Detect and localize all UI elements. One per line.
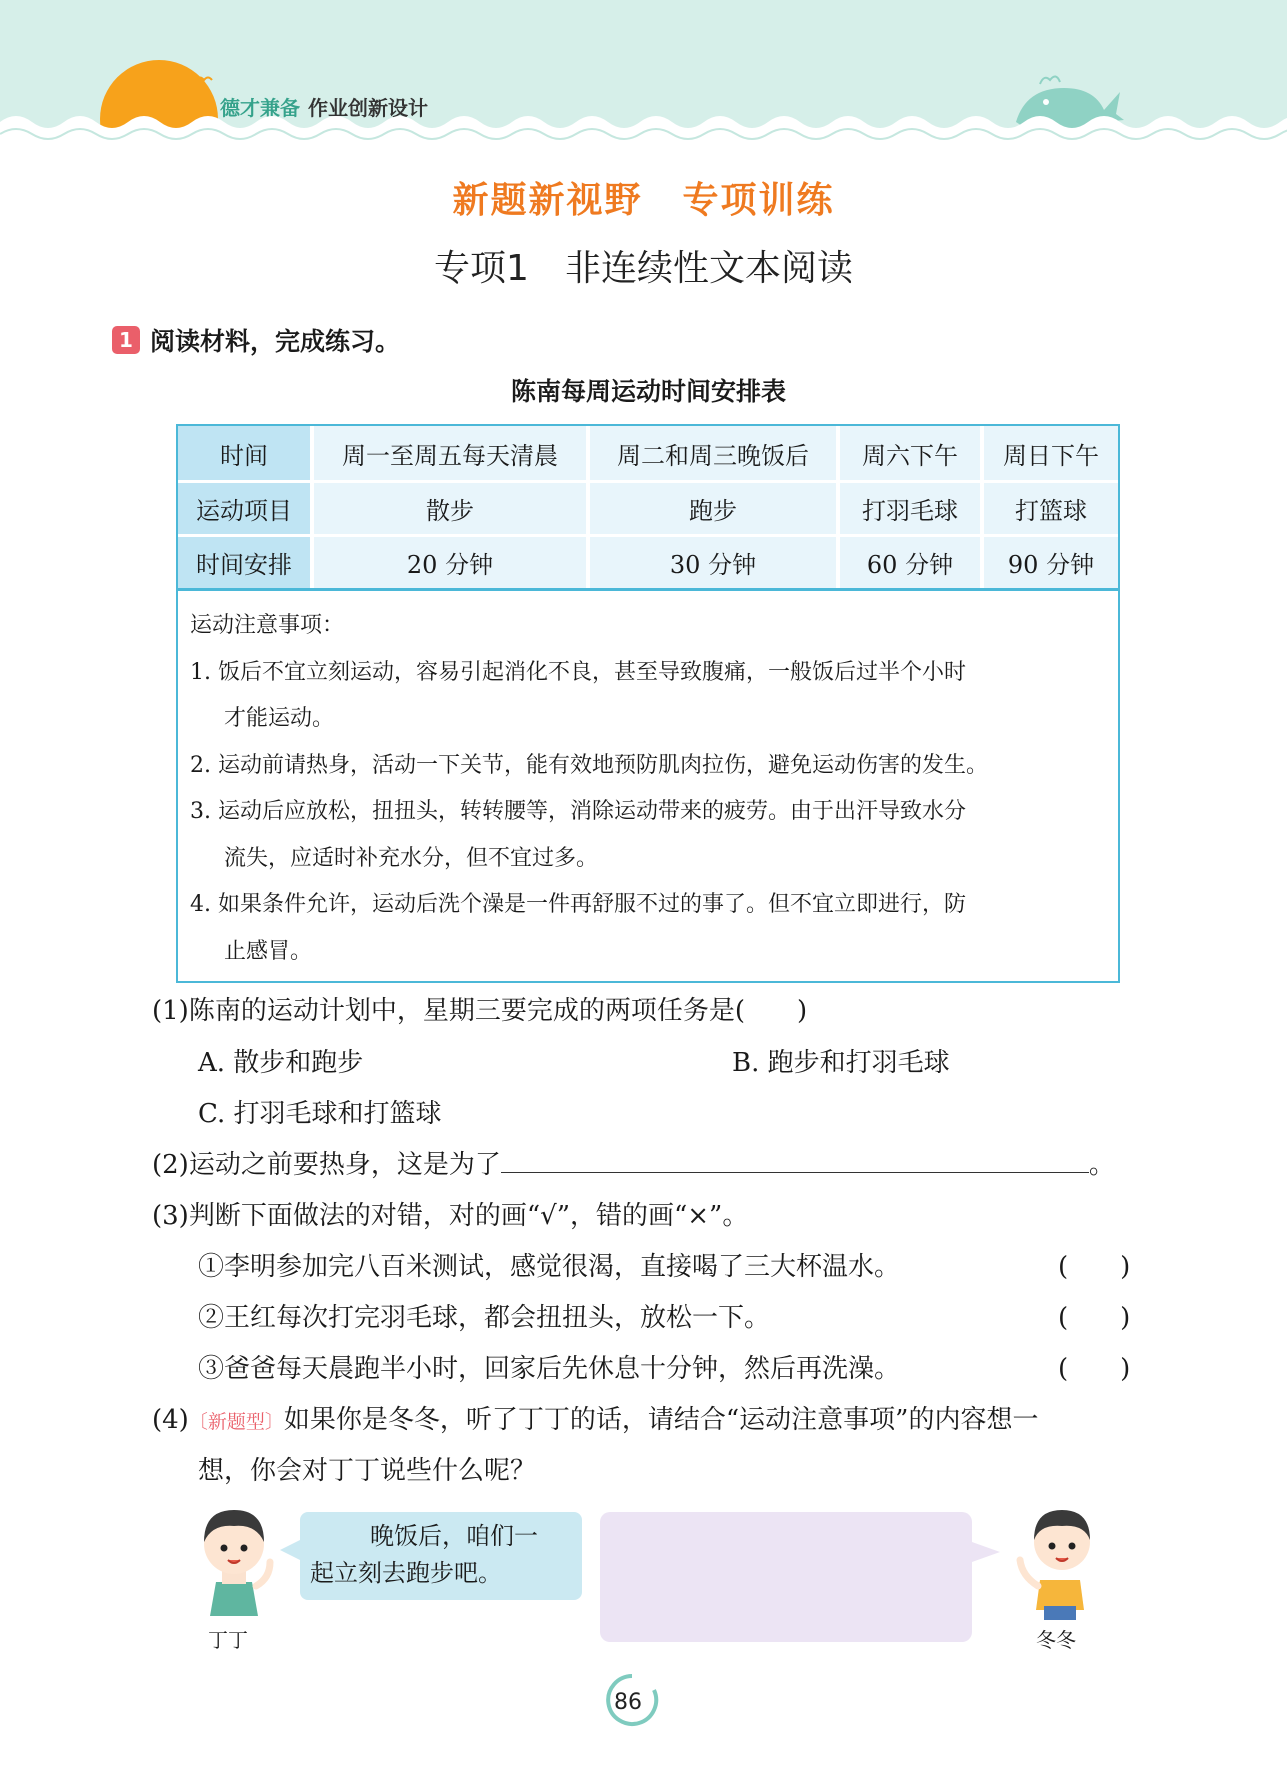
table-cell: 20 分钟 (310, 537, 586, 588)
q3-answer-paren[interactable]: ( ) (1058, 1303, 1131, 1333)
page-number-text: 86 (614, 1690, 642, 1715)
table-cell: 周二和周三晚饭后 (586, 426, 836, 480)
q1-option-b[interactable]: B. 跑步和打羽毛球 (732, 1048, 950, 1078)
table-cell: 打羽毛球 (836, 483, 980, 534)
table-cell: 60 分钟 (836, 537, 980, 588)
q3-item: ②王红每次打完羽毛球，都会扭扭头，放松一下。 (198, 1303, 771, 1333)
notes-line: 3. 运动后应放松，扭扭头，转转腰等，消除运动带来的疲劳。由于出汗导致水分 (190, 799, 966, 824)
q1-stem: (1)陈南的运动计划中，星期三要完成的两项任务是( ) (152, 996, 808, 1026)
table-row (178, 534, 1118, 588)
table-header-cell: 运动项目 (178, 483, 310, 534)
table-title: 陈南每周运动时间安排表 (510, 377, 786, 406)
q3-answer-paren[interactable]: ( ) (1058, 1252, 1131, 1282)
table-cell: 跑步 (586, 483, 836, 534)
new-type-tag: 〔新题型〕 (188, 1411, 284, 1433)
schedule-table (176, 424, 1120, 983)
header-wave (0, 108, 1287, 150)
section-title (0, 172, 1287, 223)
notes-line: 4. 如果条件允许，运动后洗个澡是一件再舒服不过的事了。但不宜立即进行，防 (190, 892, 966, 917)
table-cell: 打篮球 (980, 483, 1118, 534)
table-row (178, 426, 1118, 480)
table-cell: 90 分钟 (980, 537, 1118, 588)
notes-line: 止感冒。 (224, 938, 313, 964)
table-header-cell: 时间安排 (178, 537, 310, 588)
q1-option-c[interactable]: C. 打羽毛球和打篮球 (198, 1099, 442, 1129)
speaker-dongdong: 冬冬 (1036, 1628, 1076, 1652)
subsection-title: 专项1 非连续性文本阅读 (434, 248, 853, 289)
table-cell: 周一至周五每天清晨 (310, 426, 586, 480)
dingding-speech-bubble (300, 1512, 582, 1600)
q3-item: ③爸爸每天晨跑半小时，回家后先休息十分钟，然后再洗澡。 (198, 1354, 901, 1384)
exercise-notes (178, 588, 1118, 981)
q3-answer-paren[interactable]: ( ) (1058, 1354, 1131, 1384)
table-cell: 周六下午 (836, 426, 980, 480)
table-header-cell: 时间 (178, 426, 310, 480)
notes-line: 才能运动。 (224, 706, 335, 731)
table-cell: 周日下午 (980, 426, 1118, 480)
q3-item: ①李明参加完八百米测试，感觉很渴，直接喝了三大杯温水。 (198, 1252, 901, 1282)
q4-stem-line1: 如果你是冬冬，听了丁丁的话，请结合“运动注意事项”的内容想一 (283, 1405, 1039, 1435)
bubble-line: 起立刻去跑步吧。 (310, 1559, 502, 1587)
brand-secondary: 作业创新设计 (308, 96, 428, 120)
q4-prefix: (4) (152, 1405, 189, 1435)
q2-answer-blank[interactable] (501, 1147, 1089, 1173)
birds-icon (150, 58, 220, 88)
notes-line: 2. 运动前请热身，活动一下关节，能有效地预防肌肉拉伤，避免运动伤害的发生。 (190, 752, 988, 778)
q4-line1 (152, 1399, 1038, 1436)
notes-line: 流失，应适时补充水分，但不宜过多。 (224, 845, 599, 871)
q3-stem: (3)判断下面做法的对错，对的画“√”，错的画“×”。 (152, 1201, 749, 1231)
header-band (0, 0, 1287, 150)
dingding-illustration (186, 1498, 282, 1622)
table-row (178, 480, 1118, 534)
table-cell: 散步 (310, 483, 586, 534)
section-title-right: 专项训练 (682, 180, 835, 221)
answer-speech-bubble[interactable] (600, 1512, 972, 1642)
speaker-dingding: 丁丁 (208, 1628, 248, 1652)
table-cell: 30 分钟 (586, 537, 836, 588)
q2-end: 。 (1088, 1150, 1115, 1180)
notes-heading: 运动注意事项： (190, 613, 345, 638)
bubble-line: 晚饭后，咱们一 (370, 1522, 538, 1550)
question-instruction: 阅读材料，完成练习。 (150, 327, 401, 356)
q2 (152, 1144, 1115, 1181)
section-title-left: 新题新视野 (452, 180, 643, 221)
notes-line: 1. 饭后不宜立刻运动，容易引起消化不良，甚至导致腹痛，一般饭后过半个小时 (190, 659, 966, 685)
q1-option-a[interactable]: A. 散步和跑步 (198, 1048, 364, 1078)
dongdong-illustration (1010, 1498, 1110, 1622)
question-heading (112, 322, 400, 358)
brand-primary: 德才兼备 (220, 96, 300, 120)
page-number (602, 1670, 662, 1730)
q2-stem: (2)运动之前要热身，这是为了 (152, 1150, 501, 1180)
question-number-badge: 1 (112, 326, 140, 354)
q4-stem-line2: 想，你会对丁丁说些什么呢？ (198, 1456, 537, 1486)
